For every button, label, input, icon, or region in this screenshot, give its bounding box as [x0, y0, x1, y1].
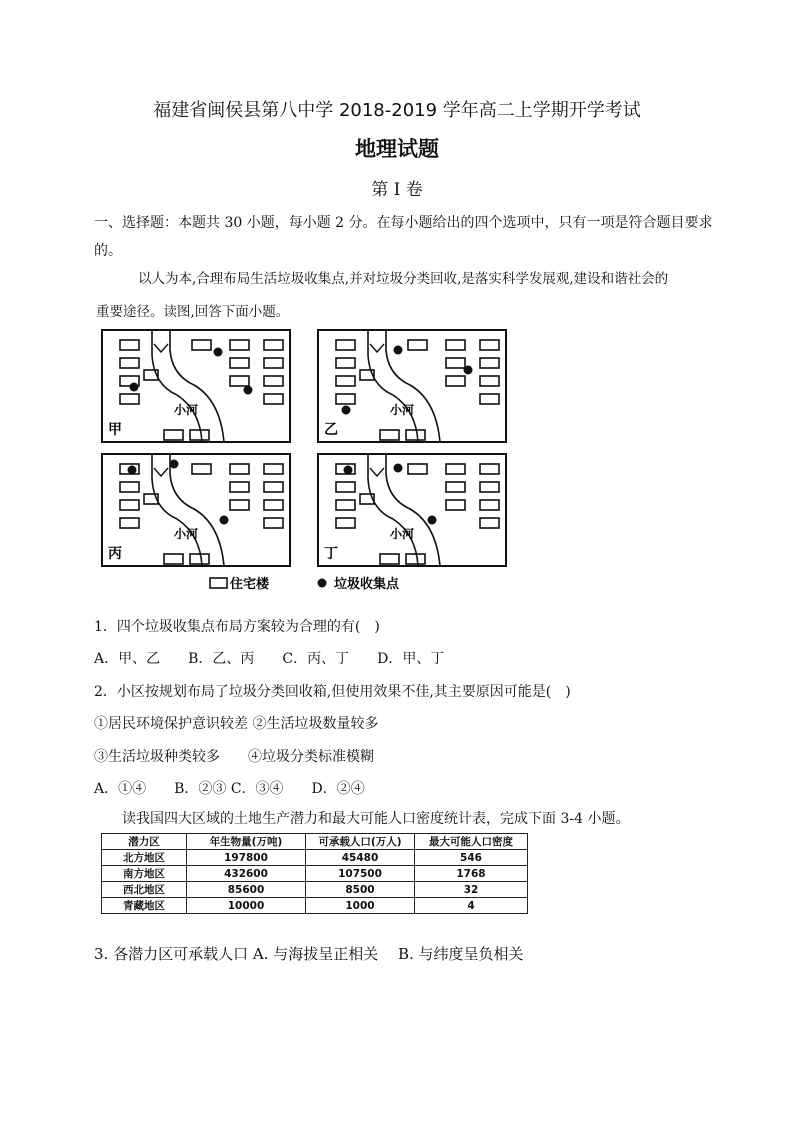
table-row [102, 866, 528, 882]
table-cell: 85600 [187, 882, 306, 898]
river-label: 小河 [174, 403, 199, 417]
question-2-stem: 2．小区按规划布局了垃圾分类回收箱,但使用效果不佳,其主要原因可能是( ) [94, 684, 571, 700]
table-cell: 32 [415, 882, 528, 898]
table-cell: 45480 [306, 850, 415, 866]
table-header-row [102, 834, 528, 850]
table-row [102, 850, 528, 866]
table-cell: 107500 [306, 866, 415, 882]
panel-label-bing: 丙 [108, 546, 122, 562]
map-panel-yi [318, 330, 506, 442]
legend-house-symbol [210, 578, 227, 588]
legend-house-label: 住宅楼 [230, 577, 270, 592]
exam-title: 福建省闽侯县第八中学 2018-2019 学年高二上学期开学考试 [153, 100, 641, 121]
table-header: 可承载人口(万人) [306, 834, 415, 850]
legend-point-label: 垃圾收集点 [334, 577, 400, 592]
table-cell: 10000 [187, 898, 306, 914]
table-row [102, 898, 528, 914]
intro-line-2: 重要途径。读图,回答下面小题。 [96, 304, 290, 320]
river-label: 小河 [390, 403, 415, 417]
river-label: 小河 [174, 527, 199, 541]
question-2-line-2: ③生活垃圾种类较多 ④垃圾分类标准模糊 [94, 749, 374, 765]
map-panel-ding [318, 454, 506, 566]
population-table [101, 833, 528, 914]
map-panel-jia [102, 330, 290, 442]
table-cell: 南方地区 [102, 866, 187, 882]
garbage-layout-maps [94, 326, 514, 598]
table-cell: 1000 [306, 898, 415, 914]
table-intro: 读我国四大区域的土地生产潜力和最大可能人口密度统计表，完成下面 3-4 小题。 [122, 811, 630, 827]
river-label: 小河 [390, 527, 415, 541]
intro-line-1: 以人为本,合理布局生活垃圾收集点,并对垃圾分类回收,是落实科学发展观,建设和谐社会的 [138, 271, 669, 287]
table-cell: 西北地区 [102, 882, 187, 898]
map-legend [210, 576, 400, 592]
question-2-options: A．①④ B．②③ C．③④ D．②④ [94, 781, 365, 797]
table-cell: 546 [415, 850, 528, 866]
table-header: 年生物量(万吨) [187, 834, 306, 850]
panel-label-ding: 丁 [324, 546, 338, 562]
table-cell: 1768 [415, 866, 528, 882]
table-cell: 432600 [187, 866, 306, 882]
map-panel-bing [102, 454, 290, 566]
question-3: 3. 各潜力区可承载人口 A. 与海拔呈正相关 B. 与纬度呈负相关 [94, 945, 524, 963]
table-cell: 8500 [306, 882, 415, 898]
table-header: 最大可能人口密度 [415, 834, 528, 850]
table-cell: 4 [415, 898, 528, 914]
table-cell: 北方地区 [102, 850, 187, 866]
panel-label-jia: 甲 [108, 422, 122, 438]
panel-label-yi: 乙 [324, 422, 338, 438]
question-1-options: A．甲、乙 B．乙、丙 C．丙、丁 D．甲、丁 [94, 651, 445, 667]
volume-label: 第 I 卷 [371, 180, 423, 200]
legend-point-symbol [318, 579, 327, 588]
subject-title: 地理试题 [355, 137, 439, 161]
table-cell: 青藏地区 [102, 898, 187, 914]
table-row [102, 882, 528, 898]
section-instruction: 一、选择题：本题共 30 小题，每小题 2 分。在每小题给出的四个选项中，只有一项是符合题目要求的。 [94, 215, 713, 259]
table-header: 潜力区 [102, 834, 187, 850]
table-cell: 197800 [187, 850, 306, 866]
question-1-stem: 1．四个垃圾收集点布局方案较为合理的有( ) [94, 619, 380, 635]
question-2-line-1: ①居民环境保护意识较差 ②生活垃圾数量较多 [94, 716, 379, 732]
